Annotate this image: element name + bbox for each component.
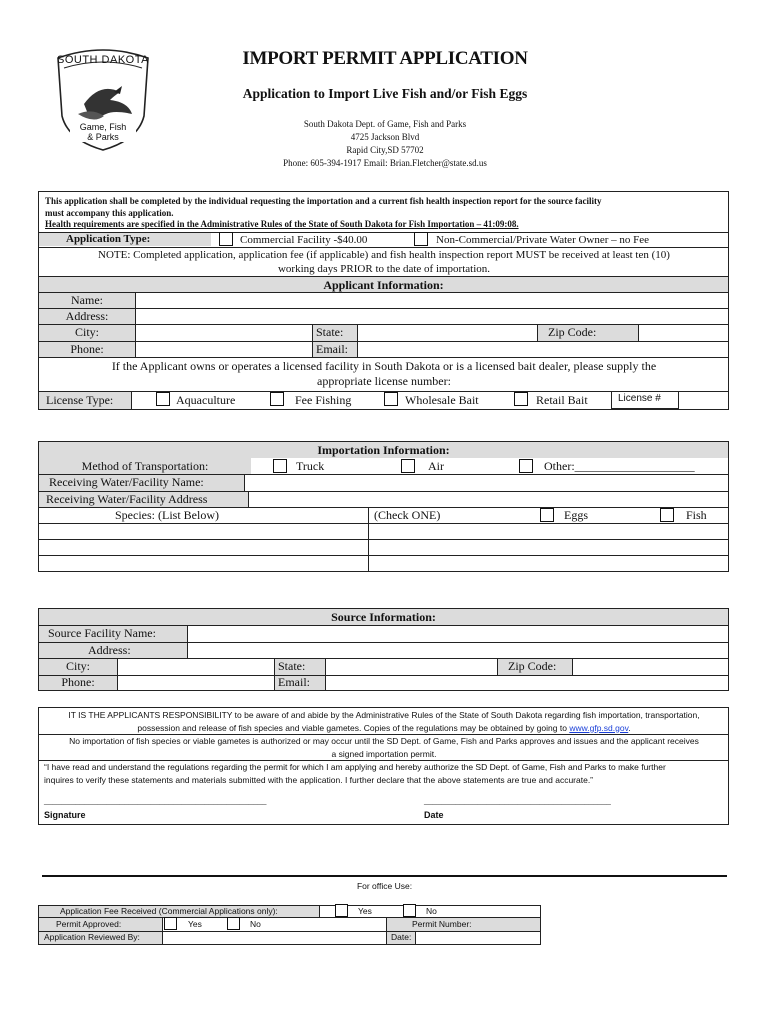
fee-fishing-checkbox[interactable] — [270, 392, 284, 406]
permit-number-label: Permit Number: — [412, 919, 472, 929]
note-text: NOTE: Completed application, application fee (if applicable) and fish health inspection report MUST be received at least ten (10) working days PRIOR to the date of importation. — [98, 249, 670, 275]
applicant-name-field[interactable] — [136, 293, 728, 308]
source-facility-name-field[interactable] — [188, 626, 728, 642]
applicant-phone-label: Phone: — [70, 342, 104, 356]
source-address-label: Address: — [88, 643, 131, 657]
receiving-water-name-field[interactable] — [245, 475, 728, 491]
license-note: If the Applicant owns or operates a licensed facility in South Dakota or is a licensed bait dealer, please supply the appropriate license number: — [111, 359, 657, 388]
other-transport-label[interactable]: Other:____________________ — [544, 459, 695, 473]
check-one-label: (Check ONE) — [374, 508, 441, 522]
truck-checkbox[interactable] — [273, 459, 287, 473]
source-facility-name-label: Source Facility Name: — [48, 626, 156, 640]
retail-bait-label: Retail Bait — [536, 393, 588, 407]
reviewed-by-label: Application Reviewed By: — [44, 932, 140, 942]
species-row-1[interactable] — [39, 524, 368, 539]
applicant-zip-label: Zip Code: — [548, 325, 597, 339]
license-number-label: License # — [618, 393, 661, 404]
applicant-email-label: Email: — [316, 342, 348, 356]
logo-agency-text: Game, Fish & Parks — [70, 122, 136, 142]
office-divider — [42, 875, 727, 877]
permit-approved-no-label: No — [250, 919, 261, 929]
applicant-phone-field[interactable] — [136, 342, 312, 357]
noncommercial-checkbox[interactable] — [414, 232, 428, 246]
source-state-field[interactable] — [326, 659, 497, 675]
applicant-address-label: Address: — [65, 309, 109, 323]
wholesale-bait-checkbox[interactable] — [384, 392, 398, 406]
page-title: IMPORT PERMIT APPLICATION — [242, 48, 528, 69]
signature-label: Signature — [44, 810, 86, 820]
sd-gfp-logo — [48, 44, 158, 154]
receiving-water-address-field[interactable] — [249, 492, 728, 507]
source-email-field[interactable] — [326, 676, 728, 690]
declaration-paragraph: “I have read and understand the regulations regarding the permit for which I am applying and hereby authorize the SD Dept. of Game, Fish and Parks to make further inquires to verify these statements and materials submitted with the application. I further declare that the above statements are true and accurate.” — [44, 762, 666, 785]
application-type-label: Application Type: — [66, 233, 151, 245]
applicant-info-heading: Applicant Information: — [323, 278, 444, 292]
receiving-water-name-label: Receiving Water/Facility Name: — [49, 475, 204, 489]
authorization-paragraph: No importation of fish species or viable gametes is authorized or may occur until the SD Dept. of Game, Fish and Parks approves and issues and the applicant receives a signed importation permit. — [69, 736, 699, 759]
date-label: Date — [424, 810, 444, 820]
source-city-field[interactable] — [118, 659, 274, 675]
eggs-label: Eggs — [564, 508, 588, 522]
fish-checkbox[interactable] — [660, 508, 674, 522]
importation-info-heading: Importation Information: — [317, 443, 450, 457]
permit-approved-label: Permit Approved: — [56, 919, 122, 929]
logo-state-text: SOUTH DAKOTA — [57, 54, 149, 66]
species-row-2[interactable] — [39, 540, 368, 555]
aquaculture-label: Aquaculture — [176, 393, 236, 407]
transport-method-label: Method of Transportation: — [81, 459, 209, 473]
noncommercial-label: Non-Commercial/Private Water Owner – no Fee — [436, 234, 650, 246]
source-zip-field[interactable] — [573, 659, 728, 675]
eggs-checkbox[interactable] — [540, 508, 554, 522]
permit-approved-yes-checkbox[interactable] — [164, 917, 177, 930]
fee-received-label: Application Fee Received (Commercial Applications only): — [60, 906, 278, 916]
permit-approved-no-checkbox[interactable] — [227, 917, 240, 930]
source-phone-field[interactable] — [118, 676, 274, 690]
receiving-water-address-label: Receiving Water/Facility Address — [46, 492, 208, 506]
reviewed-by-field[interactable] — [163, 932, 386, 944]
fee-fishing-label: Fee Fishing — [295, 393, 352, 407]
applicant-state-label: State: — [316, 325, 344, 339]
page-subtitle: Application to Import Live Fish and/or Fish Eggs — [242, 86, 528, 101]
fish-label: Fish — [686, 508, 707, 522]
gfp-website-link[interactable]: www.gfp.sd.gov — [569, 722, 629, 733]
source-phone-label: Phone: — [61, 675, 95, 689]
date-line[interactable]: __________________________________________ — [424, 796, 611, 805]
signature-line[interactable]: __________________________________________________ — [44, 796, 267, 805]
applicant-city-label: City: — [74, 325, 99, 339]
species-row-3[interactable] — [39, 556, 368, 571]
applicant-city-field[interactable] — [136, 325, 312, 341]
species-label: Species: (List Below) — [115, 508, 219, 522]
source-city-label: City: — [65, 659, 90, 673]
aquaculture-checkbox[interactable] — [156, 392, 170, 406]
source-address-field[interactable] — [188, 643, 728, 658]
truck-label: Truck — [296, 459, 325, 473]
applicant-name-label: Name: — [71, 293, 103, 307]
wholesale-bait-label: Wholesale Bait — [405, 393, 479, 407]
fee-received-no-checkbox[interactable] — [403, 904, 416, 917]
applicant-state-field[interactable] — [358, 325, 537, 341]
source-info-heading: Source Information: — [331, 610, 436, 624]
office-date-field[interactable] — [416, 932, 540, 944]
applicant-email-field[interactable] — [358, 342, 728, 357]
office-date-label: Date: — [391, 932, 412, 942]
intro-text: This application shall be completed by the individual requesting the importation and a current fish health inspection report for the source facility must accompany this application. Health requirements are specified in the Administrative Rules of the State of South Dakota for Fish Importation – 41:09:08. — [45, 196, 602, 229]
fee-received-no-label: No — [426, 906, 437, 916]
source-zip-label: Zip Code: — [508, 659, 557, 673]
license-type-label: License Type: — [46, 393, 114, 407]
responsibility-paragraph: IT IS THE APPLICANTS RESPONSIBILITY to be aware of and abide by the Administrative Rules of the State of South Dakota regarding fish importation, transportation, possession and release of fish species and viable gametes. Copies of the regulations may be obtained by going to www.gfp.sd.gov. — [68, 710, 700, 733]
commercial-facility-label: Commercial Facility -$40.00 — [240, 234, 368, 246]
air-checkbox[interactable] — [401, 459, 415, 473]
retail-bait-checkbox[interactable] — [514, 392, 528, 406]
office-use-heading: For office Use: — [356, 881, 413, 891]
source-state-label: State: — [278, 659, 306, 673]
air-label: Air — [428, 459, 444, 473]
permit-approved-yes-label: Yes — [188, 919, 202, 929]
fee-received-yes-label: Yes — [358, 906, 372, 916]
applicant-zip-field[interactable] — [639, 325, 728, 341]
agency-address: South Dakota Dept. of Game, Fish and Parks 4725 Jackson Blvd Rapid City,SD 57702 Phone: 605-394-1917 Email: Brian.Fletcher@state.sd.us — [283, 119, 487, 168]
fee-received-yes-checkbox[interactable] — [335, 904, 348, 917]
other-transport-checkbox[interactable] — [519, 459, 533, 473]
applicant-address-field[interactable] — [136, 309, 728, 324]
commercial-facility-checkbox[interactable] — [219, 232, 233, 246]
source-email-label: Email: — [278, 675, 310, 689]
